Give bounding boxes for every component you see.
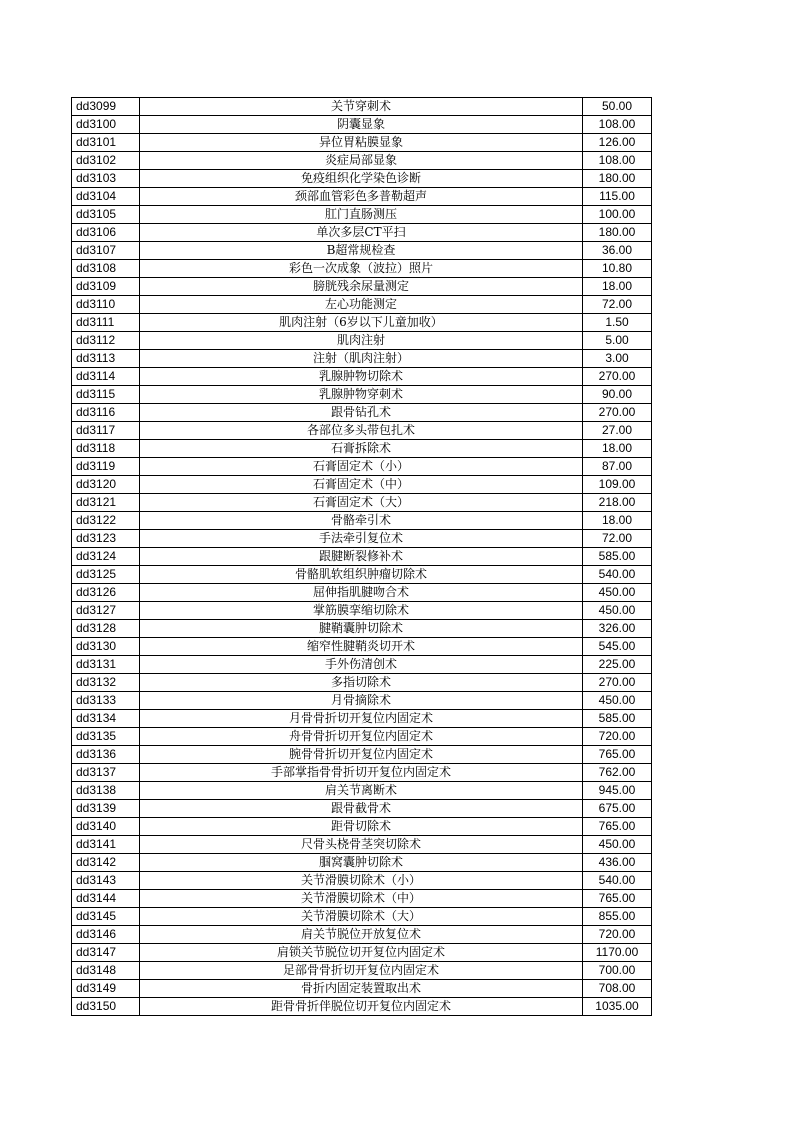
item-name-cell: 跟骨钻孔术 — [140, 404, 583, 422]
item-price-cell: 326.00 — [583, 620, 652, 638]
item-price-cell: 450.00 — [583, 836, 652, 854]
item-price-cell: 108.00 — [583, 152, 652, 170]
item-code-cell: dd3140 — [72, 818, 140, 836]
table-row — [72, 926, 652, 944]
item-code-cell: dd3134 — [72, 710, 140, 728]
item-price-cell: 765.00 — [583, 818, 652, 836]
item-name-cell: 掌筋膜挛缩切除术 — [140, 602, 583, 620]
item-price-cell: 545.00 — [583, 638, 652, 656]
item-code-cell: dd3113 — [72, 350, 140, 368]
item-code-cell: dd3133 — [72, 692, 140, 710]
item-code-cell: dd3146 — [72, 926, 140, 944]
item-code-cell: dd3143 — [72, 872, 140, 890]
item-name-cell: 骨骼肌软组织肿瘤切除术 — [140, 566, 583, 584]
item-price-cell: 270.00 — [583, 404, 652, 422]
item-name-cell: 关节滑膜切除术（中） — [140, 890, 583, 908]
table-row — [72, 368, 652, 386]
item-price-cell: 450.00 — [583, 584, 652, 602]
table-row — [72, 962, 652, 980]
item-code-cell: dd3106 — [72, 224, 140, 242]
table-row — [72, 710, 652, 728]
item-name-cell: 肩关节脱位开放复位术 — [140, 926, 583, 944]
table-row — [72, 170, 652, 188]
item-code-cell: dd3116 — [72, 404, 140, 422]
table-row — [72, 566, 652, 584]
item-name-cell: 距骨骨折伴脱位切开复位内固定术 — [140, 998, 583, 1016]
table-row — [72, 602, 652, 620]
item-code-cell: dd3110 — [72, 296, 140, 314]
item-code-cell: dd3115 — [72, 386, 140, 404]
item-code-cell: dd3108 — [72, 260, 140, 278]
item-name-cell: 手部掌指骨骨折切开复位内固定术 — [140, 764, 583, 782]
table-row — [72, 638, 652, 656]
item-code-cell: dd3148 — [72, 962, 140, 980]
table-row — [72, 818, 652, 836]
item-price-cell: 765.00 — [583, 746, 652, 764]
item-price-cell: 720.00 — [583, 728, 652, 746]
item-price-cell: 180.00 — [583, 224, 652, 242]
table-row — [72, 98, 652, 116]
table-row — [72, 656, 652, 674]
item-name-cell: 阴囊显象 — [140, 116, 583, 134]
item-price-cell: 855.00 — [583, 908, 652, 926]
item-name-cell: 肩锁关节脱位切开复位内固定术 — [140, 944, 583, 962]
item-price-cell: 3.00 — [583, 350, 652, 368]
item-code-cell: dd3102 — [72, 152, 140, 170]
item-price-cell: 1035.00 — [583, 998, 652, 1016]
item-price-cell: 450.00 — [583, 692, 652, 710]
item-code-cell: dd3150 — [72, 998, 140, 1016]
item-name-cell: 肌肉注射 — [140, 332, 583, 350]
table-row — [72, 458, 652, 476]
table-row — [72, 476, 652, 494]
item-code-cell: dd3126 — [72, 584, 140, 602]
table-row — [72, 494, 652, 512]
table-row — [72, 584, 652, 602]
table-row — [72, 692, 652, 710]
item-price-cell: 270.00 — [583, 368, 652, 386]
item-name-cell: 左心功能测定 — [140, 296, 583, 314]
table-row — [72, 890, 652, 908]
item-name-cell: 关节穿刺术 — [140, 98, 583, 116]
table-row — [72, 242, 652, 260]
item-name-cell: 骨折内固定装置取出术 — [140, 980, 583, 998]
item-price-cell: 10.80 — [583, 260, 652, 278]
table-row — [72, 296, 652, 314]
table-row — [72, 836, 652, 854]
item-code-cell: dd3120 — [72, 476, 140, 494]
item-price-cell: 109.00 — [583, 476, 652, 494]
table-row — [72, 530, 652, 548]
table-row — [72, 314, 652, 332]
table-row — [72, 872, 652, 890]
table-row — [72, 998, 652, 1016]
item-name-cell: 尺骨头桡骨茎突切除术 — [140, 836, 583, 854]
item-code-cell: dd3144 — [72, 890, 140, 908]
item-name-cell: 腕骨骨折切开复位内固定术 — [140, 746, 583, 764]
item-price-cell: 720.00 — [583, 926, 652, 944]
item-name-cell: 各部位多头带包扎术 — [140, 422, 583, 440]
table-row — [72, 386, 652, 404]
item-price-cell: 100.00 — [583, 206, 652, 224]
item-code-cell: dd3117 — [72, 422, 140, 440]
item-name-cell: 免疫组织化学染色诊断 — [140, 170, 583, 188]
item-name-cell: B超常规检查 — [140, 242, 583, 260]
item-name-cell: 屈伸指肌腱吻合术 — [140, 584, 583, 602]
item-code-cell: dd3147 — [72, 944, 140, 962]
table-row — [72, 440, 652, 458]
item-name-cell: 月骨骨折切开复位内固定术 — [140, 710, 583, 728]
item-name-cell: 缩窄性腱鞘炎切开术 — [140, 638, 583, 656]
item-code-cell: dd3128 — [72, 620, 140, 638]
item-name-cell: 跟腱断裂修补术 — [140, 548, 583, 566]
table-row — [72, 782, 652, 800]
item-price-cell: 585.00 — [583, 548, 652, 566]
item-name-cell: 膀胱残余尿量测定 — [140, 278, 583, 296]
item-price-cell: 87.00 — [583, 458, 652, 476]
item-price-cell: 90.00 — [583, 386, 652, 404]
price-table — [71, 97, 652, 1016]
table-row — [72, 116, 652, 134]
item-code-cell: dd3119 — [72, 458, 140, 476]
item-code-cell: dd3107 — [72, 242, 140, 260]
table-row — [72, 278, 652, 296]
item-code-cell: dd3099 — [72, 98, 140, 116]
table-row — [72, 134, 652, 152]
table-row — [72, 746, 652, 764]
item-price-cell: 50.00 — [583, 98, 652, 116]
item-code-cell: dd3111 — [72, 314, 140, 332]
table-row — [72, 764, 652, 782]
item-code-cell: dd3130 — [72, 638, 140, 656]
item-price-cell: 27.00 — [583, 422, 652, 440]
table-row — [72, 944, 652, 962]
item-code-cell: dd3139 — [72, 800, 140, 818]
item-code-cell: dd3104 — [72, 188, 140, 206]
item-code-cell: dd3114 — [72, 368, 140, 386]
item-code-cell: dd3105 — [72, 206, 140, 224]
item-price-cell: 225.00 — [583, 656, 652, 674]
item-name-cell: 石膏固定术（小） — [140, 458, 583, 476]
item-name-cell: 腘窝囊肿切除术 — [140, 854, 583, 872]
table-row — [72, 728, 652, 746]
item-name-cell: 乳腺肿物切除术 — [140, 368, 583, 386]
item-name-cell: 彩色一次成象（波拉）照片 — [140, 260, 583, 278]
item-name-cell: 手外伤清创术 — [140, 656, 583, 674]
table-row — [72, 404, 652, 422]
item-code-cell: dd3121 — [72, 494, 140, 512]
item-price-cell: 115.00 — [583, 188, 652, 206]
item-code-cell: dd3109 — [72, 278, 140, 296]
item-name-cell: 肌肉注射（6岁以下儿童加收） — [140, 314, 583, 332]
table-row — [72, 152, 652, 170]
table-row — [72, 548, 652, 566]
item-name-cell: 石膏固定术（大） — [140, 494, 583, 512]
table-row — [72, 332, 652, 350]
item-price-cell: 5.00 — [583, 332, 652, 350]
item-code-cell: dd3135 — [72, 728, 140, 746]
item-code-cell: dd3145 — [72, 908, 140, 926]
item-code-cell: dd3101 — [72, 134, 140, 152]
item-price-cell: 126.00 — [583, 134, 652, 152]
item-code-cell: dd3124 — [72, 548, 140, 566]
item-code-cell: dd3103 — [72, 170, 140, 188]
item-price-cell: 108.00 — [583, 116, 652, 134]
item-code-cell: dd3132 — [72, 674, 140, 692]
table-row — [72, 350, 652, 368]
table-row — [72, 674, 652, 692]
item-price-cell: 36.00 — [583, 242, 652, 260]
item-price-cell: 945.00 — [583, 782, 652, 800]
item-name-cell: 关节滑膜切除术（小） — [140, 872, 583, 890]
item-code-cell: dd3149 — [72, 980, 140, 998]
table-row — [72, 620, 652, 638]
table-row — [72, 422, 652, 440]
table-row — [72, 854, 652, 872]
item-price-cell: 218.00 — [583, 494, 652, 512]
item-name-cell: 手法牵引复位术 — [140, 530, 583, 548]
item-name-cell: 注射（肌肉注射） — [140, 350, 583, 368]
table-row — [72, 224, 652, 242]
item-name-cell: 腱鞘囊肿切除术 — [140, 620, 583, 638]
table-row — [72, 908, 652, 926]
item-price-cell: 708.00 — [583, 980, 652, 998]
price-table-body — [72, 98, 652, 1016]
item-code-cell: dd3141 — [72, 836, 140, 854]
item-name-cell: 关节滑膜切除术（大） — [140, 908, 583, 926]
item-code-cell: dd3112 — [72, 332, 140, 350]
item-code-cell: dd3127 — [72, 602, 140, 620]
table-row — [72, 980, 652, 998]
item-price-cell: 540.00 — [583, 872, 652, 890]
item-price-cell: 765.00 — [583, 890, 652, 908]
item-code-cell: dd3118 — [72, 440, 140, 458]
item-name-cell: 跟骨截骨术 — [140, 800, 583, 818]
item-name-cell: 石膏拆除术 — [140, 440, 583, 458]
item-price-cell: 72.00 — [583, 530, 652, 548]
item-price-cell: 675.00 — [583, 800, 652, 818]
item-code-cell: dd3137 — [72, 764, 140, 782]
item-price-cell: 450.00 — [583, 602, 652, 620]
item-price-cell: 700.00 — [583, 962, 652, 980]
item-code-cell: dd3131 — [72, 656, 140, 674]
item-name-cell: 肛门直肠测压 — [140, 206, 583, 224]
item-price-cell: 180.00 — [583, 170, 652, 188]
item-price-cell: 1170.00 — [583, 944, 652, 962]
item-name-cell: 骨骼牵引术 — [140, 512, 583, 530]
item-price-cell: 18.00 — [583, 512, 652, 530]
item-code-cell: dd3138 — [72, 782, 140, 800]
item-price-cell: 762.00 — [583, 764, 652, 782]
item-code-cell: dd3136 — [72, 746, 140, 764]
item-name-cell: 多指切除术 — [140, 674, 583, 692]
item-name-cell: 乳腺肿物穿刺术 — [140, 386, 583, 404]
table-row — [72, 188, 652, 206]
item-name-cell: 单次多层CT平扫 — [140, 224, 583, 242]
item-name-cell: 异位胃粘膜显象 — [140, 134, 583, 152]
item-name-cell: 石膏固定术（中） — [140, 476, 583, 494]
item-name-cell: 炎症局部显象 — [140, 152, 583, 170]
item-price-cell: 18.00 — [583, 440, 652, 458]
item-price-cell: 270.00 — [583, 674, 652, 692]
item-price-cell: 585.00 — [583, 710, 652, 728]
table-row — [72, 800, 652, 818]
item-price-cell: 540.00 — [583, 566, 652, 584]
item-price-cell: 1.50 — [583, 314, 652, 332]
item-name-cell: 肩关节离断术 — [140, 782, 583, 800]
item-name-cell: 颈部血管彩色多普勒超声 — [140, 188, 583, 206]
table-row — [72, 206, 652, 224]
item-code-cell: dd3142 — [72, 854, 140, 872]
item-price-cell: 72.00 — [583, 296, 652, 314]
item-price-cell: 18.00 — [583, 278, 652, 296]
item-name-cell: 舟骨骨折切开复位内固定术 — [140, 728, 583, 746]
item-name-cell: 月骨摘除术 — [140, 692, 583, 710]
item-code-cell: dd3122 — [72, 512, 140, 530]
item-price-cell: 436.00 — [583, 854, 652, 872]
table-row — [72, 512, 652, 530]
table-row — [72, 260, 652, 278]
item-name-cell: 足部骨骨折切开复位内固定术 — [140, 962, 583, 980]
item-name-cell: 距骨切除术 — [140, 818, 583, 836]
item-code-cell: dd3123 — [72, 530, 140, 548]
item-code-cell: dd3100 — [72, 116, 140, 134]
item-code-cell: dd3125 — [72, 566, 140, 584]
